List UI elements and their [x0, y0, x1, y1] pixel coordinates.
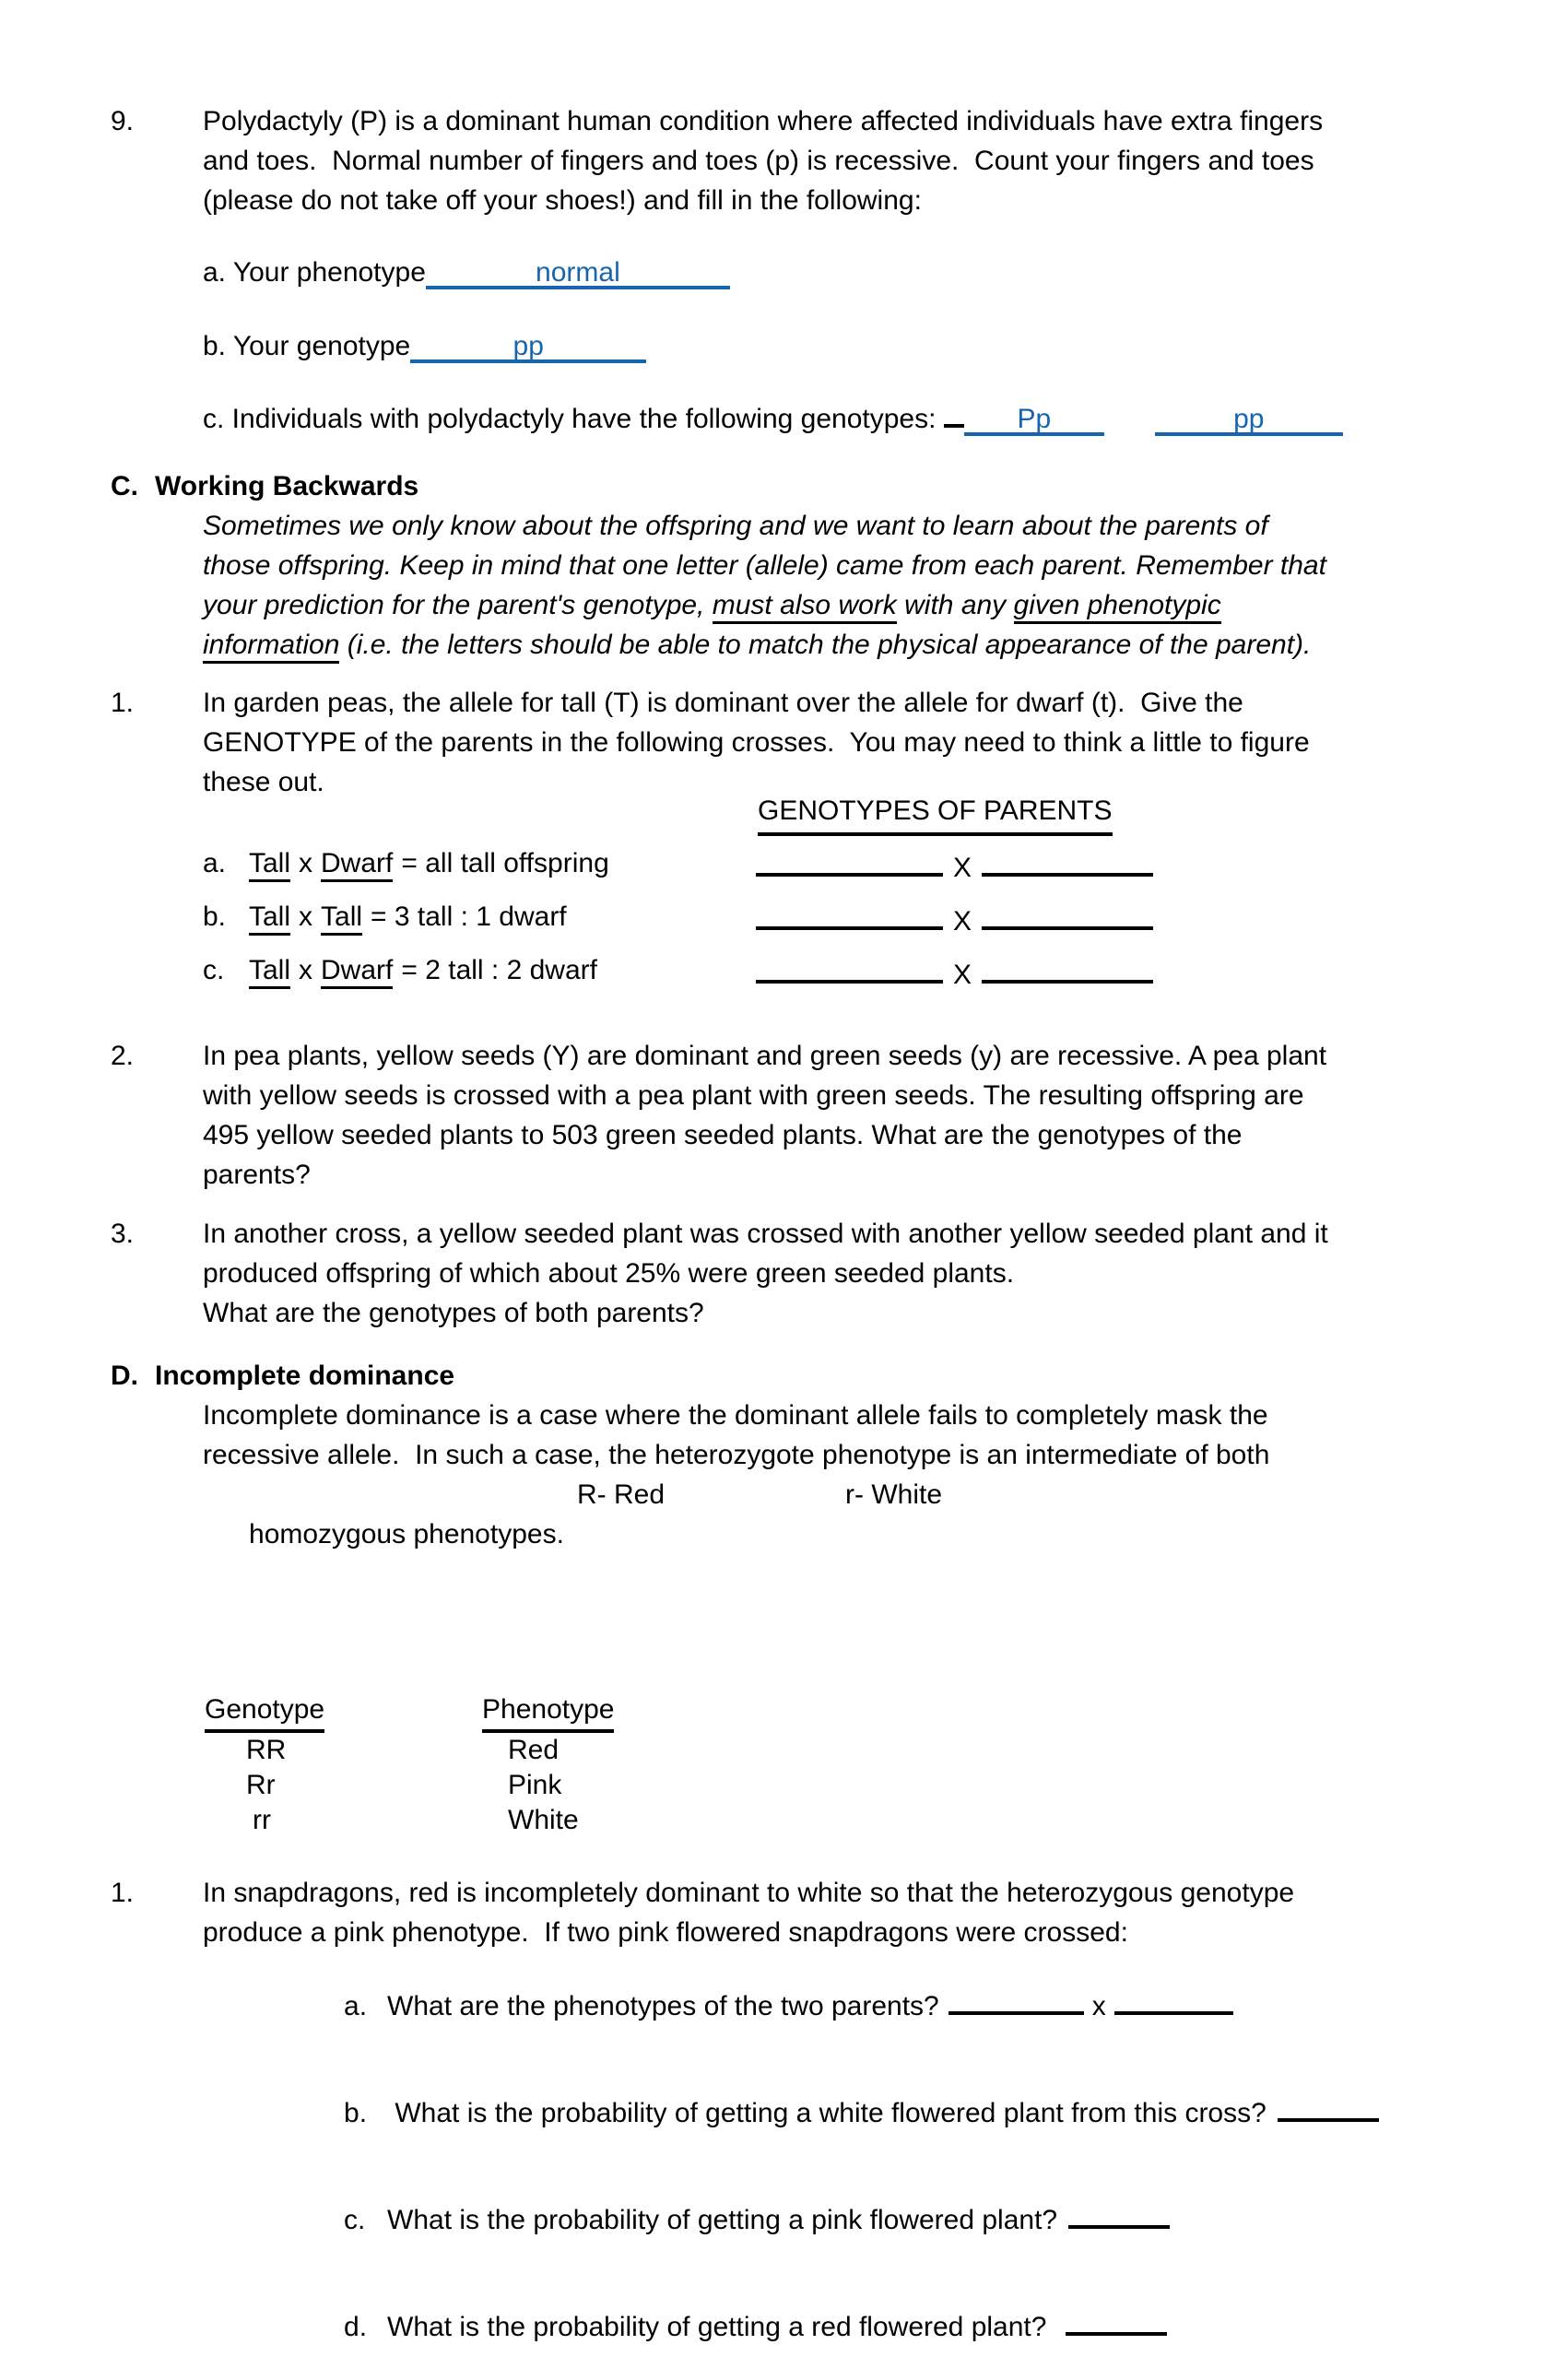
- snapdragon-question-number: 1.: [111, 1878, 135, 1908]
- cross-row-a: [203, 843, 1475, 883]
- cross-result: = 3 tall : 1 dwarf: [371, 901, 567, 932]
- question-1-number: 1.: [111, 688, 135, 718]
- note-text: (i.e. the letters should be able to match the physical appearance of the parent).: [339, 630, 1312, 660]
- genotype-value: RR: [246, 1735, 287, 1765]
- question-1-line-1: In garden peas, the allele for tall (T) is dominant over the allele for dwarf (t). Give the: [203, 688, 1243, 718]
- section-d-heading: [111, 1356, 1475, 1396]
- question-9-line-2: and toes. Normal number of fingers and toes (p) is recessive. Count your fingers and toes: [203, 146, 1314, 176]
- q9-item-c-label: c. Individuals with polydactyly have the following genotypes:: [203, 404, 944, 434]
- item-letter: a.: [344, 1991, 368, 2021]
- cross-parent2: Dwarf: [321, 955, 393, 989]
- note-text: with any: [896, 590, 1014, 620]
- question-3-line-2: produced offspring of which about 25% were green seeded plants.: [203, 1258, 1015, 1289]
- question-3-line-1: In another cross, a yellow seeded plant was crossed with another yellow seeded plant and it: [203, 1219, 1328, 1249]
- cross-list: [111, 843, 1475, 990]
- note-line-4: [203, 625, 1475, 665]
- question-9-number: 9.: [111, 106, 135, 136]
- cross-times: x: [299, 848, 313, 878]
- question-3-text: [203, 1214, 1475, 1333]
- white-probability-blank: [1278, 2094, 1379, 2122]
- note-text: your prediction for the parent's genotype,: [203, 590, 713, 620]
- allele-key-white: r- White: [845, 1479, 942, 1510]
- table-header-row: [205, 1692, 1475, 1733]
- genotype-value: Rr: [246, 1770, 276, 1800]
- note-line-3: [203, 585, 1475, 625]
- question-9-line-3: (please do not take off your shoes!) and fill in the following:: [203, 185, 922, 216]
- genotype-blank-1: [756, 897, 943, 930]
- section-c-heading: [111, 466, 1475, 506]
- genotype-blank-2: [982, 843, 1153, 877]
- cross-x-separator: X: [953, 906, 972, 937]
- note-line-1: [203, 506, 1475, 546]
- snapdragon-line-2: produce a pink phenotype. If two pink flowered snapdragons were crossed:: [203, 1917, 1128, 1948]
- table-col1-header-cell: [205, 1692, 482, 1733]
- question-2-line-1: In pea plants, yellow seeds (Y) are dominant and green seeds (y) are recessive. A pea plant: [203, 1041, 1327, 1071]
- q9-phenotype-answer: normal: [536, 257, 620, 288]
- parent-phenotype-blank-1: [948, 1987, 1084, 2015]
- section-d-line-3-text: homozygous phenotypes.: [249, 1519, 564, 1549]
- note-underlined-phrase: given phenotypic: [1014, 590, 1221, 624]
- q9-item-c: [111, 395, 1475, 439]
- allele-key-red: R- Red: [577, 1479, 666, 1510]
- cross-times: x: [299, 955, 313, 985]
- section-c-note: [111, 506, 1475, 665]
- parent-phenotype-blank-2: [1114, 1987, 1233, 2015]
- q9-item-b: [111, 326, 1475, 366]
- table-row: [205, 1768, 1475, 1803]
- table-row: [205, 1803, 1475, 1838]
- genotype-blank-1: [756, 950, 943, 984]
- genotype-answer-blanks: [756, 843, 1153, 888]
- q9-polydactyly-answer-1: Pp: [1017, 404, 1052, 434]
- phenotype-value: White: [508, 1805, 579, 1835]
- snapdragon-item-a: [298, 1952, 1475, 2059]
- cross-parent1: Tall: [249, 955, 290, 989]
- item-text: What is the probability of getting a white flowered plant from this cross?: [387, 2098, 1267, 2128]
- cross-letter: a.: [203, 848, 227, 878]
- genotypes-of-parents-heading: GENOTYPES OF PARENTS: [758, 791, 1113, 836]
- q9-genotype-answer-blank: [410, 330, 646, 363]
- item-text: What are the phenotypes of the two parents?: [387, 1991, 939, 2021]
- question-1-peas: [111, 683, 1475, 802]
- cross-parent1: Tall: [249, 848, 290, 882]
- snapdragon-item-c: [298, 2166, 1475, 2273]
- section-d-paragraph: [111, 1396, 1475, 1673]
- phenotype-value: Pink: [508, 1770, 562, 1800]
- genotype-answer-blanks: [756, 950, 1153, 995]
- note-text: Sometimes we only know about the offspring and we want to learn about the parents of: [203, 511, 1268, 541]
- question-2-line-3: 495 yellow seeded plants to 503 green seeded plants. What are the genotypes of the: [203, 1120, 1243, 1150]
- q9-genotype-answer: pp: [513, 331, 544, 361]
- question-3-number: 3.: [111, 1219, 135, 1249]
- section-c-letter: C.: [111, 471, 138, 501]
- question-9-line-1: Polydactyly (P) is a dominant human condition where affected individuals have extra fingers: [203, 106, 1324, 136]
- q9-item-a-label: a. Your phenotype: [203, 257, 426, 288]
- table-col2-header-cell: [482, 1692, 1475, 1733]
- note-text: those offspring. Keep in mind that one letter (allele) came from each parent. Remember that: [203, 550, 1326, 581]
- item-text: What is the probability of getting a red flowered plant?: [387, 2312, 1054, 2342]
- cross-x-separator: X: [953, 960, 972, 990]
- phenotype-value: Red: [508, 1735, 560, 1765]
- question-1-line-2: GENOTYPE of the parents in the following crosses. You may need to think a little to figure: [203, 727, 1310, 758]
- q9-polydactyly-answer-blank-1: [964, 403, 1104, 436]
- question-9: [111, 101, 1475, 220]
- question-3: [111, 1214, 1475, 1333]
- snapdragon-item-b: [298, 2059, 1475, 2166]
- genotype-value: rr: [253, 1805, 271, 1835]
- question-1-line-3: these out.: [203, 767, 324, 797]
- item-letter: d.: [344, 2312, 368, 2342]
- snapdragon-item-d: [298, 2273, 1475, 2380]
- question-1-text: [203, 683, 1475, 802]
- note-underlined-phrase: must also work: [713, 590, 897, 624]
- question-2-line-2: with yellow seeds is crossed with a pea plant with green seeds. The resulting offspring are: [203, 1080, 1304, 1111]
- genotype-answer-blanks: [756, 897, 1153, 941]
- section-d-line-1: Incomplete dominance is a case where the dominant allele fails to completely mask the: [203, 1400, 1268, 1431]
- question-3-line-3: What are the genotypes of both parents?: [203, 1298, 704, 1328]
- section-d-letter: D.: [111, 1361, 138, 1391]
- question-2: [111, 1036, 1475, 1195]
- q9-item-a: [111, 253, 1475, 292]
- cross-letter: b.: [203, 901, 227, 932]
- cross-parent1: Tall: [249, 901, 290, 936]
- note-underlined-phrase: information: [203, 630, 339, 664]
- cross-letter: c.: [203, 955, 225, 985]
- genotype-blank-2: [982, 950, 1153, 984]
- item-letter: c.: [344, 2205, 366, 2235]
- genotype-blank-1: [756, 843, 943, 877]
- question-2-line-4: parents?: [203, 1160, 311, 1190]
- question-9-text: [203, 101, 1475, 220]
- q9-polydactyly-answer-blank-2: [1155, 403, 1343, 436]
- cross-result: = 2 tall : 2 dwarf: [401, 955, 597, 985]
- cross-result: = all tall offspring: [401, 848, 609, 878]
- cross-parent2: Tall: [321, 901, 362, 936]
- pink-probability-blank: [1068, 2201, 1170, 2229]
- cross-x-separator: X: [953, 853, 972, 883]
- snapdragon-question-text: [203, 1873, 1475, 1952]
- table-row: [205, 1733, 1475, 1768]
- red-probability-blank: [1066, 2308, 1167, 2336]
- genotype-blank-2: [982, 897, 1153, 930]
- phenotype-column-header: Phenotype: [482, 1692, 614, 1733]
- cross-row-c: [203, 950, 1475, 990]
- snapdragon-line-1: In snapdragons, red is incompletely dominant to white so that the heterozygous genotype: [203, 1878, 1295, 1908]
- section-d-line-2: recessive allele. In such a case, the heterozygote phenotype is an intermediate of both: [203, 1440, 1270, 1470]
- section-c-title: Working Backwards: [155, 471, 419, 501]
- section-d-line-3: [203, 1475, 1475, 1673]
- question-1-snapdragons: [111, 1873, 1475, 1952]
- cross-parent2: Dwarf: [321, 848, 393, 882]
- blank-tick: [944, 395, 964, 428]
- note-line-2: [203, 546, 1475, 585]
- genotype-column-header: Genotype: [205, 1692, 324, 1733]
- item-letter: b.: [344, 2098, 368, 2128]
- cross-times: x: [299, 901, 313, 932]
- cross-row-b: [203, 897, 1475, 937]
- question-2-text: [203, 1036, 1475, 1195]
- genotype-phenotype-table: [205, 1692, 1475, 1838]
- snapdragon-item-list: [111, 1952, 1475, 2380]
- phenotype-x-separator: x: [1091, 1991, 1106, 2021]
- q9-polydactyly-answer-2: pp: [1233, 404, 1265, 434]
- section-d-title: Incomplete dominance: [155, 1361, 455, 1391]
- item-text: What is the probability of getting a pink flowered plant?: [387, 2205, 1058, 2235]
- q9-item-b-label: b. Your genotype: [203, 331, 411, 361]
- question-2-number: 2.: [111, 1041, 135, 1071]
- q9-phenotype-answer-blank: [426, 256, 730, 289]
